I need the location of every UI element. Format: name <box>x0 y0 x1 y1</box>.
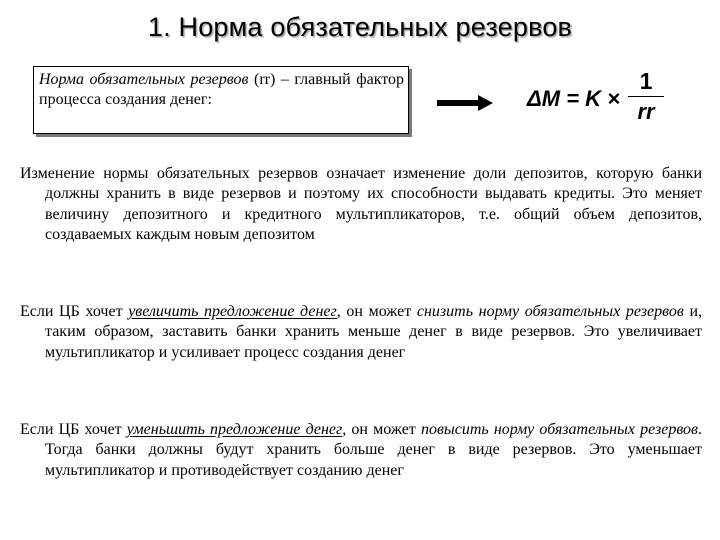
paragraph-3-text-b: , он может <box>342 421 421 438</box>
paragraph-2-text-a: Если ЦБ хочет <box>20 303 129 320</box>
definition-term: Норма обязательных резервов <box>39 71 249 88</box>
paragraph-2-text-c: и, таким образом, заставить банки хранить меньше денег в виде резервов. Это увеличивает мультипликатор и усиливает процесс создания денег <box>45 303 703 361</box>
formula-numerator: 1 <box>639 68 653 94</box>
definition-abbrev: (rr) <box>254 71 276 88</box>
paragraph-3-underlined: уменьшить предложение денег <box>126 421 343 438</box>
paragraph-1: Изменение нормы обязательных резервов означает изменение доли депозитов, которую банки должны хранить в виде резервов и поэтому их способности выдавать кредиты. Это меняет величину депозитного и кредитного мультипликаторов, т.е. общий объем депозитов, создаваемых каждым новым депозитом <box>20 165 702 243</box>
formula-lhs: ΔM = K × <box>527 86 621 111</box>
formula-fraction <box>628 68 664 125</box>
multiplier-formula <box>525 68 675 132</box>
paragraph-2 <box>20 302 702 363</box>
slide-title: 1. Норма обязательных резервов <box>147 12 573 42</box>
right-arrow-icon <box>437 95 493 111</box>
fraction-bar <box>628 96 664 97</box>
formula-denominator: rr <box>637 99 655 124</box>
paragraph-2-underlined: увеличить предложение денег <box>128 303 337 320</box>
paragraph-3-italic: повысить норму обязательных резервов <box>420 421 699 438</box>
paragraph-2-italic: снизить норму обязательных резервов <box>416 303 684 320</box>
definition-text: главный фактор процесса создания денег: <box>39 71 405 108</box>
paragraph-2-text-b: , он может <box>336 303 417 320</box>
paragraph-3-text-a: Если ЦБ хочет <box>20 421 127 438</box>
definition-box <box>33 66 409 134</box>
paragraph-3 <box>20 420 702 481</box>
definition-dash: – <box>280 71 289 88</box>
paragraph-3-text-c: . Тогда банки должны будут хранить больше денег в виде резервов. Это уменьшает мультипликатор и противодействует созданию денег <box>45 421 703 479</box>
